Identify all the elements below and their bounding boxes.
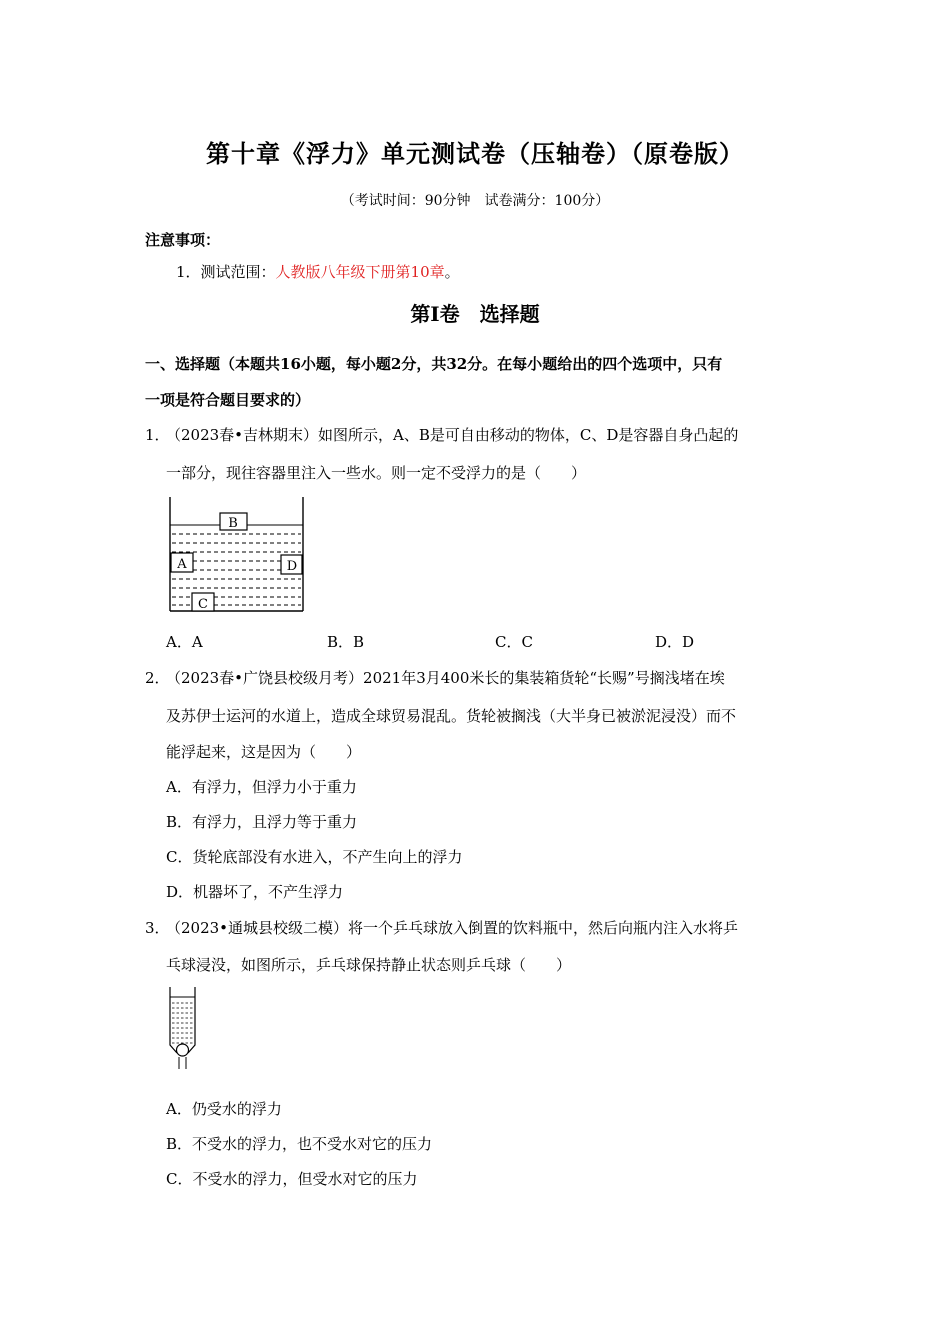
q1-option-d[interactable]: D．D xyxy=(655,633,695,651)
question-2-line1: 2．（2023春•广饶县校级月考）2021年3月400米长的集装箱货轮“长赐”号搁浅堵在埃 xyxy=(145,669,725,687)
bottle-figure xyxy=(166,985,200,1071)
notice-scope: 人教版八年级下册第10章 xyxy=(275,263,445,281)
q2-option-d[interactable]: D．机器坏了，不产生浮力 xyxy=(166,883,344,901)
label-b: B xyxy=(228,516,238,531)
question-3-line2: 乓球浸没，如图所示，乒乓球保持静止状态则乒乓球（ ） xyxy=(166,956,572,974)
notice-item xyxy=(176,261,460,282)
q3-option-a[interactable]: A．仍受水的浮力 xyxy=(166,1100,282,1118)
part-instructions-line2: 一项是符合题目要求的） xyxy=(145,391,311,409)
ping-pong-ball xyxy=(177,1044,189,1056)
container-figure xyxy=(166,495,308,615)
question-2-line2: 及苏伊士运河的水道上，造成全球贸易混乱。货轮被搁浅（大半身已被淤泥浸没）而不 xyxy=(166,707,737,725)
question-2-line3: 能浮起来，这是因为（ ） xyxy=(166,743,362,761)
q2-option-b[interactable]: B．有浮力，且浮力等于重力 xyxy=(166,813,358,831)
question-3-number: 3． xyxy=(145,919,170,937)
q1-option-a[interactable]: A．A xyxy=(166,633,203,651)
label-a: A xyxy=(177,557,187,572)
q3-option-c[interactable]: C．不受水的浮力，但受水对它的压力 xyxy=(166,1170,418,1188)
q1-option-c[interactable]: C．C xyxy=(495,633,533,651)
q2-option-a[interactable]: A．有浮力，但浮力小于重力 xyxy=(166,778,357,796)
q2-option-c[interactable]: C．货轮底部没有水进入，不产生向上的浮力 xyxy=(166,848,463,866)
question-3-line1: 3．（2023•通城县校级二模）将一个乒乓球放入倒置的饮料瓶中，然后向瓶内注入水将乒 xyxy=(145,919,739,937)
question-2-number: 2． xyxy=(145,669,170,687)
question-1-number: 1． xyxy=(145,426,170,444)
q3-option-b[interactable]: B．不受水的浮力，也不受水对它的压力 xyxy=(166,1135,433,1153)
question-1-line1: 1．（2023春•吉林期末）如图所示，A、B是可自由移动的物体，C、D是容器自身凸起的 xyxy=(145,426,739,444)
notice-item-prefix: 1．测试范围： xyxy=(176,263,276,281)
q1-option-b[interactable]: B．B xyxy=(327,633,365,651)
exam-info: （考试时间：90分钟 试卷满分：100分） xyxy=(340,193,610,209)
label-c: C xyxy=(198,597,208,612)
question-1-line2: 一部分，现往容器里注入一些水。则一定不受浮力的是（ ） xyxy=(166,464,587,482)
page-title: 第十章《浮力》单元测试卷（压轴卷）（原卷版） xyxy=(206,139,744,168)
notice-heading: 注意事项： xyxy=(145,231,221,249)
part-instructions-line1: 一、选择题（本题共16小题，每小题2分，共32分。在每小题给出的四个选项中，只有 xyxy=(145,355,723,373)
label-d: D xyxy=(286,559,298,574)
notice-item-suffix: 。 xyxy=(444,263,460,281)
section-title: 第Ⅰ卷 选择题 xyxy=(410,302,540,326)
